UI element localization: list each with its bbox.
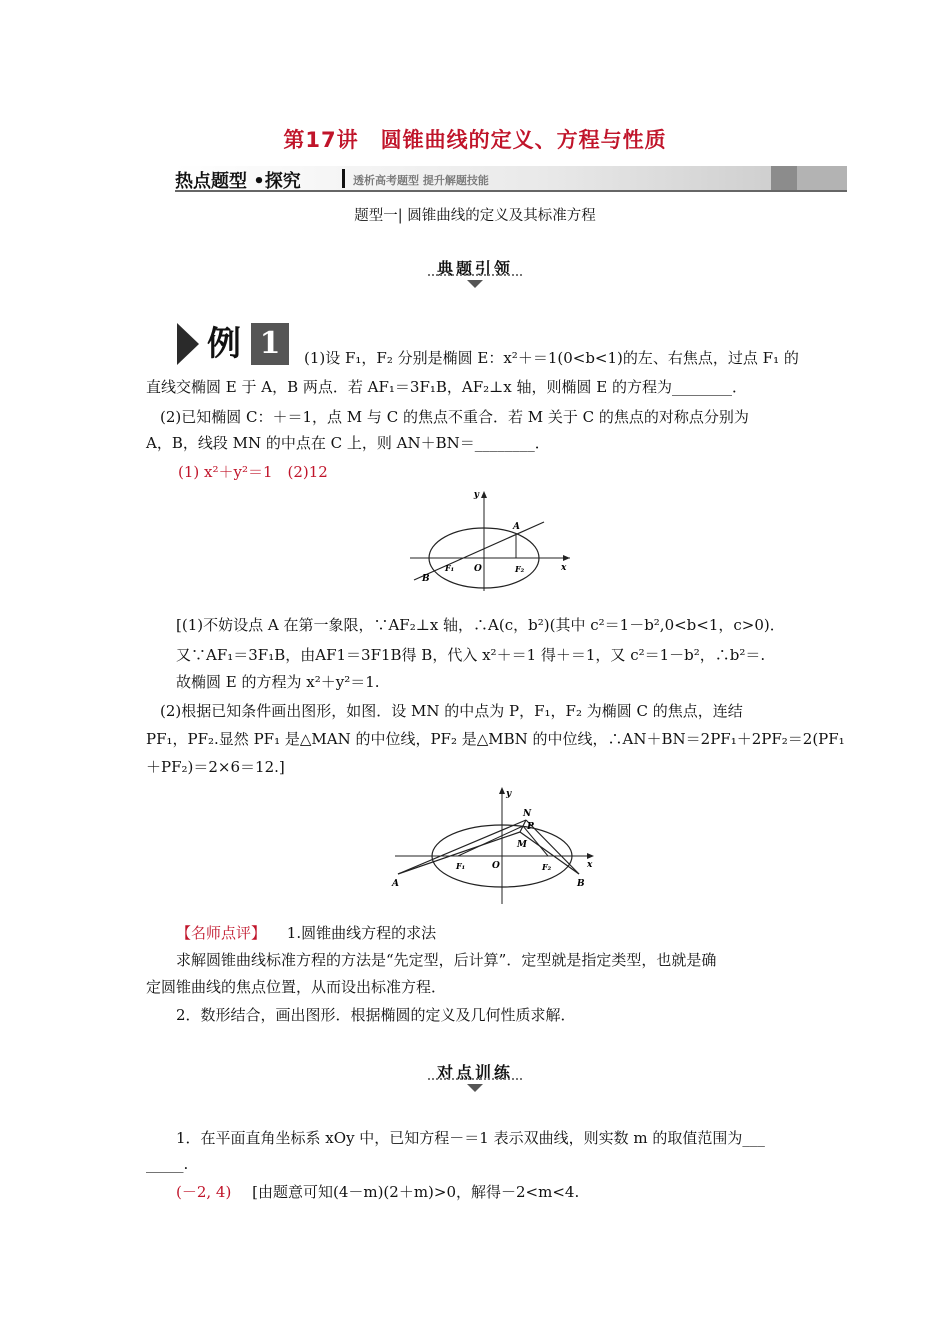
x-axis-arrow-icon [563, 555, 570, 561]
label-p: P [527, 822, 534, 832]
solution-line-4: (2)根据已知条件画出图形，如图．设 MN 的中点为 P，F₁，F₂ 为椭圆 C 的焦点，连结 [160, 702, 743, 720]
section-heading-1: 典题引领 [436, 259, 513, 278]
section-banner [175, 166, 847, 192]
label-x: x [587, 860, 593, 870]
example-line-1: (1)设 F₁，F₂ 分别是椭圆 E：x²＋＝1(0<b<1)的左、右焦点，过点 F₁ 的 [304, 349, 799, 367]
solution-line-1: [(1)不妨设点 A 在第一象限，∵AF₂⊥x 轴，∴A(c，b²)(其中 c²＝1－b²,0<b<1，c>0)． [176, 616, 785, 634]
label-f1: F₁ [445, 563, 455, 573]
section-arrow-2 [467, 1084, 483, 1092]
label-f2: F₂ [515, 564, 525, 574]
banner-subtitle: 透析高考题型 提升解题技能 [353, 174, 489, 187]
banner-light-block [797, 166, 847, 190]
chevron-right-icon [177, 323, 199, 365]
solution-line-6: ＋PF₂)＝2×6＝12.] [146, 758, 285, 776]
comment-line-4: 2．数形结合，画出图形．根据椭圆的定义及几何性质求解． [176, 1006, 576, 1024]
example-line-2: 直线交椭圆 E 于 A，B 两点．若 AF₁＝3F₁B，AF₂⊥x 轴，则椭圆 E 的方程为________． [146, 378, 747, 396]
label-x: x [561, 563, 567, 573]
solution-line-5: PF₁，PF₂.显然 PF₁ 是△MAN 的中位线，PF₂ 是△MBN 的中位线，∴AN＋BN＝2PF₁＋2PF₂＝2(PF₁ [146, 730, 845, 748]
segment-pf1 [458, 826, 523, 856]
label-a: A [392, 879, 399, 889]
banner-dark-block [771, 166, 797, 190]
label-a: A [513, 522, 520, 532]
label-y: y [473, 490, 479, 500]
example-badge [177, 323, 289, 365]
solution-line-3: 故椭圆 E 的方程为 x²＋y²＝1. [176, 673, 380, 691]
section-arrow-1 [467, 280, 483, 288]
ellipse-figure-2 [390, 782, 605, 907]
comment-tag: 【名师点评】 [176, 924, 267, 942]
solution-line-2: 又∵AF₁＝3F₁B，由AF1＝3F1B得 B，代入 x²＋＝1 得＋＝1，又 c²＝1－b²，∴b²＝. [176, 646, 766, 664]
exercise-line-1: 1．在平面直角坐标系 xOy 中，已知方程－＝1 表示双曲线，则实数 m 的取值范围为___ [176, 1129, 765, 1147]
comment-line-1 [176, 923, 876, 943]
section-dots-1 [428, 274, 522, 276]
x-axis-arrow-icon [587, 853, 594, 859]
label-m: M [517, 840, 527, 850]
y-axis-arrow-icon [481, 491, 487, 498]
label-n: N [523, 809, 532, 819]
exercise-answer: (－2, 4) [176, 1183, 232, 1201]
ellipse-figure-1 [400, 486, 580, 596]
comment-line-2: 求解圆锥曲线标准方程的方法是“先定型，后计算”．定型就是指定类型，也就是确 [176, 951, 717, 969]
banner-title: 热点题型 •探究 [175, 171, 301, 192]
label-y: y [506, 789, 512, 799]
page-title: 第17讲 圆锥曲线的定义、方程与性质 [283, 128, 667, 152]
y-axis-arrow-icon [499, 787, 505, 794]
label-b: B [577, 879, 585, 889]
label-f2: F₂ [542, 862, 552, 872]
comment-title: 1.圆锥曲线方程的求法 [286, 924, 437, 942]
exercise-line-2: _____. [146, 1155, 189, 1173]
example-line-3: (2)已知椭圆 C：＋＝1，点 M 与 C 的焦点不重合．若 M 关于 C 的焦点的对称点分别为 [160, 408, 749, 426]
comment-line-3: 定圆锥曲线的焦点位置，从而设出标准方程． [146, 978, 447, 996]
example-badge-char: 例 [207, 324, 241, 364]
example-line-4: A，B，线段 MN 的中点在 C 上，则 AN＋BN＝________． [146, 434, 550, 452]
label-f1: F₁ [456, 861, 466, 871]
section-dots-2 [428, 1078, 522, 1080]
banner-separator [342, 169, 345, 188]
segment-nb [526, 820, 579, 874]
label-b: B [422, 574, 430, 584]
section-heading-2: 对点训练 [436, 1063, 513, 1082]
example-answer: (1) x²＋y²＝1 (2)12 [178, 463, 328, 481]
topic-heading: 题型一| 圆锥曲线的定义及其标准方程 [354, 208, 596, 224]
label-o: O [474, 564, 482, 574]
exercise-answer-line [176, 1182, 836, 1202]
label-o: O [492, 861, 500, 871]
exercise-explanation: [由题意可知(4－m)(2＋m)>0，解得－2<m<4. [252, 1183, 580, 1201]
example-badge-number: 1 [251, 323, 289, 365]
